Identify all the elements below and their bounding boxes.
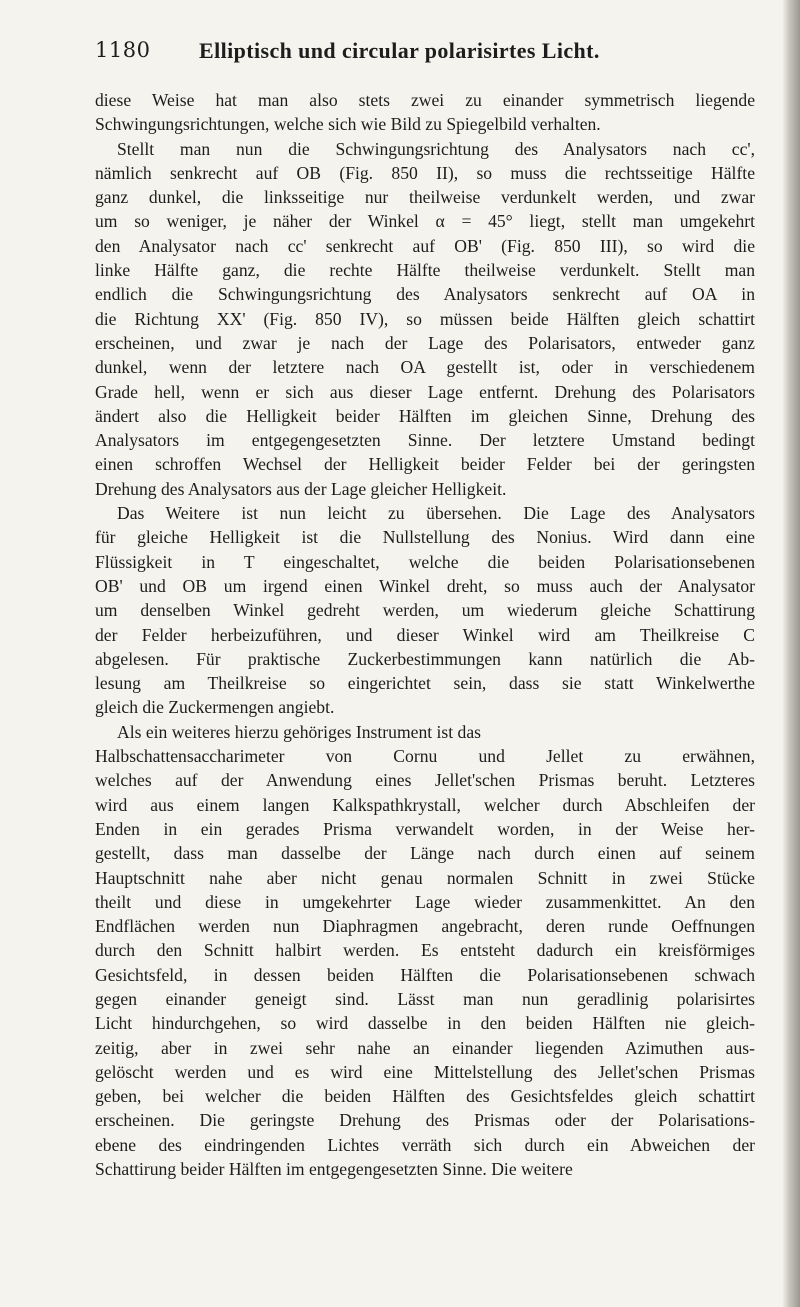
body-text bbox=[95, 88, 755, 1181]
text-line: ändert also die Helligkeit beider Hälften im gleichen Sinne, Drehung des bbox=[95, 405, 755, 426]
page-number: 1180 bbox=[95, 38, 151, 62]
text-line: Grade hell, wenn er sich aus dieser Lage entfernt. Drehung des Polarisators bbox=[95, 381, 755, 402]
text-line: Drehung des Analysators aus der Lage gleicher Helligkeit. bbox=[95, 478, 507, 499]
page-header bbox=[95, 38, 740, 70]
text-line: ebene des eindringenden Lichtes verräth sich durch ein Abweichen der bbox=[95, 1134, 755, 1155]
text-line: theilt und diese in umgekehrter Lage wieder zusammenkittet. An den bbox=[95, 891, 755, 912]
text-line: Schwingungsrichtungen, welche sich wie Bild zu Spiegelbild verhalten. bbox=[95, 114, 601, 135]
text-line: erscheinen. Die geringste Drehung des Prismas oder der Polarisations- bbox=[95, 1110, 755, 1131]
text-line: Licht hindurchgehen, so wird dasselbe in den beiden Hälften nie gleich- bbox=[95, 1013, 755, 1034]
text-line: Stellt man nun die Schwingungsrichtung des Analysators nach cc', bbox=[117, 138, 755, 159]
text-line: abgelesen. Für praktische Zuckerbestimmungen kann natürlich die Ab- bbox=[95, 648, 755, 669]
text-line: Halbschattensaccharimeter von Cornu und Jellet zu erwähnen, bbox=[95, 746, 755, 767]
text-line: gestellt, dass man dasselbe der Länge nach durch einen auf seinem bbox=[95, 843, 755, 864]
running-title: Elliptisch und circular polarisirtes Licht. bbox=[199, 38, 600, 63]
text-line: die Richtung XX' (Fig. 850 IV), so müssen beide Hälften gleich schattirt bbox=[95, 308, 755, 329]
text-line: linke Hälfte ganz, die rechte Hälfte theilweise verdunkelt. Stellt man bbox=[95, 260, 755, 281]
text-line: nämlich senkrecht auf OB (Fig. 850 II), so muss die rechtsseitige Hälfte bbox=[95, 162, 755, 183]
text-line: gegen einander geneigt sind. Lässt man nun geradlinig polarisirtes bbox=[95, 988, 755, 1009]
text-line: Flüssigkeit in T eingeschaltet, welche die beiden Polarisationsebenen bbox=[95, 551, 755, 572]
text-line: Hauptschnitt nahe aber nicht genau normalen Schnitt in zwei Stücke bbox=[95, 867, 755, 888]
text-line: Das Weitere ist nun leicht zu übersehen. Die Lage des Analysators bbox=[117, 503, 755, 524]
text-line: der Felder herbeizuführen, und dieser Winkel wird am Theilkreise C bbox=[95, 624, 755, 645]
text-line: gelöscht werden und es wird eine Mittelstellung des Jellet'schen Prismas bbox=[95, 1061, 755, 1082]
text-line: ganz dunkel, die linksseitige nur theilweise verdunkelt werden, und zwar bbox=[95, 187, 755, 208]
text-line: durch den Schnitt halbirt werden. Es entsteht dadurch ein kreisförmiges bbox=[95, 940, 755, 961]
text-line: um so weniger, je näher der Winkel α = 45° liegt, stellt man umgekehrt bbox=[95, 211, 755, 232]
text-line: um denselben Winkel gedreht werden, um wiederum gleiche Schattirung bbox=[95, 600, 755, 621]
text-line: lesung am Theilkreise so eingerichtet sein, dass sie statt Winkelwerthe bbox=[95, 673, 755, 694]
text-line: den Analysator nach cc' senkrecht auf OB' (Fig. 850 III), so wird die bbox=[95, 235, 755, 256]
text-line: für gleiche Helligkeit ist die Nullstellung des Nonius. Wird dann eine bbox=[95, 527, 755, 548]
text-line: erscheinen, und zwar je nach der Lage des Polarisators, entweder ganz bbox=[95, 332, 755, 353]
text-line: Als ein weiteres hierzu gehöriges Instrument ist das bbox=[117, 721, 481, 742]
text-line: welches auf der Anwendung eines Jellet'schen Prismas beruht. Letzteres bbox=[95, 770, 755, 791]
text-line: zeitig, aber in zwei sehr nahe an einander liegenden Azimuthen aus- bbox=[95, 1037, 755, 1058]
text-line: Endflächen werden nun Diaphragmen angebracht, deren runde Oeffnungen bbox=[95, 916, 755, 937]
text-line: wird aus einem langen Kalkspathkrystall, welcher durch Abschleifen der bbox=[95, 794, 755, 815]
text-line: Gesichtsfeld, in dessen beiden Hälften die Polarisationsebenen schwach bbox=[95, 964, 755, 985]
text-line: Enden in ein gerades Prisma verwandelt worden, in der Weise her- bbox=[95, 818, 755, 839]
text-line: diese Weise hat man also stets zwei zu einander symmetrisch liegende bbox=[95, 90, 755, 110]
text-line: einen schroffen Wechsel der Helligkeit beider Felder bei der geringsten bbox=[95, 454, 755, 475]
text-line: Analysators im entgegengesetzten Sinne. Der letztere Umstand bedingt bbox=[95, 430, 755, 451]
text-line: geben, bei welcher die beiden Hälften des Gesichtsfeldes gleich schattirt bbox=[95, 1086, 755, 1107]
text-line: OB' und OB um irgend einen Winkel dreht, so muss auch der Analysator bbox=[95, 575, 755, 596]
text-line: gleich die Zuckermengen angiebt. bbox=[95, 697, 335, 718]
text-line: dunkel, wenn der letztere nach OA gestellt ist, oder in verschiedenem bbox=[95, 357, 755, 378]
text-line: Schattirung beider Hälften im entgegengesetzten Sinne. Die weitere bbox=[95, 1159, 573, 1180]
text-line: endlich die Schwingungsrichtung des Analysators senkrecht auf OA in bbox=[95, 284, 755, 305]
page-edge-shadow bbox=[782, 0, 800, 1307]
